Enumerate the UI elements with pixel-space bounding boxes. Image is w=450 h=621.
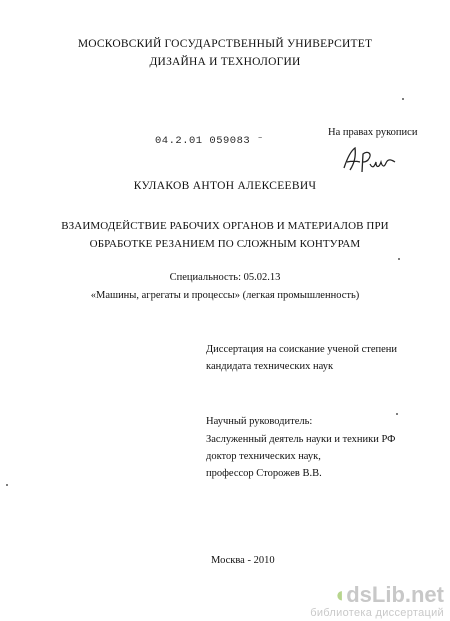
city-year: Москва - 2010 [211, 555, 275, 566]
watermark-logo-mark: ◖ [332, 582, 347, 607]
scan-speck [396, 413, 398, 415]
specialty-code: Специальность: 05.02.13 [169, 272, 281, 283]
degree-line1: Диссертация на соискание ученой степени [206, 344, 398, 355]
university-name-line2: ДИЗАЙНА И ТЕХНОЛОГИИ [149, 56, 301, 68]
supervisor-title: Заслуженный деятель науки и техники РФ [206, 434, 396, 445]
dissertation-title-line1: ВЗАИМОДЕЙСТВИЕ РАБОЧИХ ОРГАНОВ И МАТЕРИАЛОВ ПРИ [61, 220, 389, 232]
watermark-subtitle: библиотека диссертаций [310, 607, 444, 619]
dissertation-title-line2: ОБРАБОТКЕ РЕЗАНИЕМ ПО СЛОЖНЫМ КОНТУРАМ [89, 238, 361, 250]
supervisor-name: профессор Сторожев В.В. [206, 468, 322, 479]
supervisor-degree: доктор технических наук, [206, 451, 321, 462]
scan-speck [398, 258, 400, 260]
degree-line2: кандидата технических наук [206, 361, 334, 372]
supervisor-heading: Научный руководитель: [206, 416, 313, 427]
watermark-logo-text: dsLib.net [346, 582, 444, 607]
author-name: КУЛАКОВ АНТОН АЛЕКСЕЕВИЧ [133, 180, 317, 192]
specialty-name: «Машины, агрегаты и процессы» (легкая промышленность) [90, 290, 360, 301]
manuscript-note: На правах рукописи [328, 127, 418, 138]
watermark-logo [310, 583, 444, 607]
university-name-line1: МОСКОВСКИЙ ГОСУДАРСТВЕННЫЙ УНИВЕРСИТЕТ [77, 38, 373, 50]
dslib-watermark [310, 583, 444, 619]
registry-stamp: 04.2.01 059083 ⁻ [155, 135, 264, 147]
scan-speck [6, 484, 8, 486]
signature-image [338, 142, 402, 178]
scan-speck [402, 98, 404, 100]
